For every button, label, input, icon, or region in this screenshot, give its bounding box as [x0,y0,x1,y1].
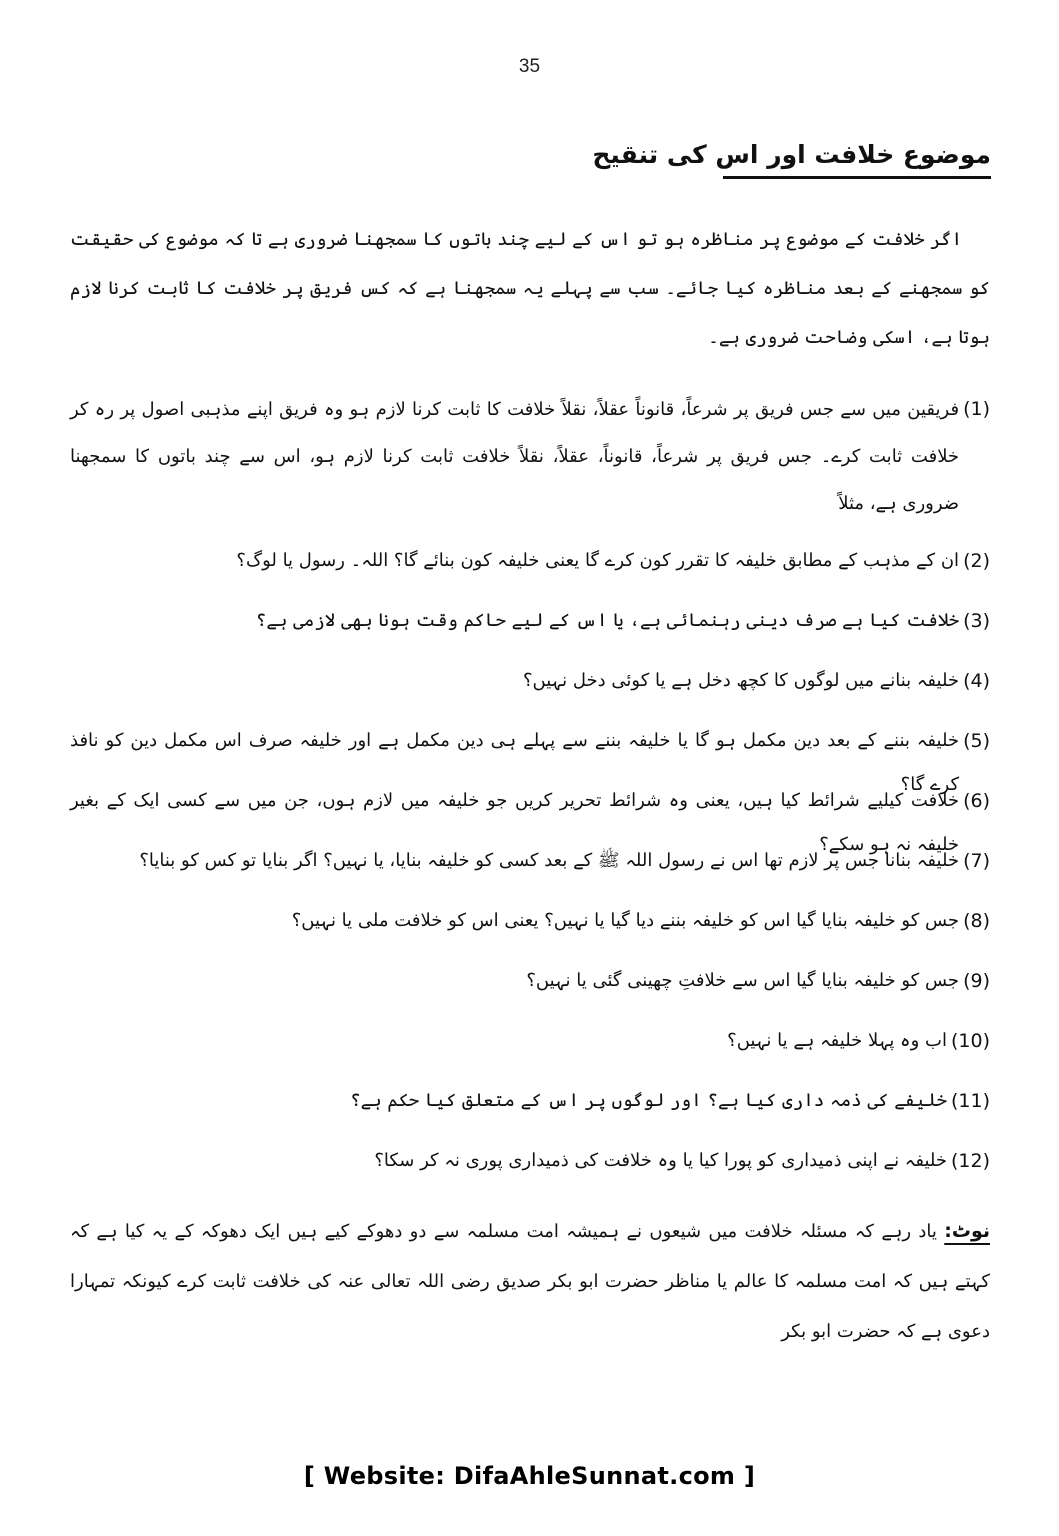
question-text: جس کو خلیفہ بنایا گیا اس سے خلافتِ چھینی گئی یا نہیں؟ [526,970,960,991]
question-number: (3) [963,610,990,632]
question-text: خلیفہ بنانا جس پر لازم تھا اس نے رسول اللہ ﷺ کے بعد کسی کو خلیفہ بنایا، یا نہیں؟ اگر بنایا تو کس کو بنایا؟ [139,850,960,871]
question-item [70,1139,990,1188]
question-item [70,599,990,648]
question-number: (1) [963,398,990,420]
question-number: (11) [950,1090,990,1112]
question-text: جس کو خلیفہ بنایا گیا اس کو خلیفہ بننے دیا گیا یا نہیں؟ یعنی اس کو خلافت ملی یا نہیں؟ [291,910,960,931]
page-title: موضوع خلافت اور اس کی تنقیح [592,140,991,169]
document-body [70,205,990,1375]
question-text: خلافت کیلیے شرائط کیا ہیں، یعنی وہ شرائط تحریر کریں جو خلیفہ میں لازم ہوں، جن میں سے کسی ایک کے بغیر خلیفہ نہ ہو سکے؟ [70,790,960,855]
question-item [70,959,990,1008]
note-text: یاد رہے کہ مسئلہ خلافت میں شیعوں نے ہمیشہ امت مسلمہ سے دو دھوکے کیے ہیں ایک دھوکہ کے یہ کیا ہے کہ کہتے ہیں کہ امت مسلمہ کا عالم یا مناظر حضرت ابو بکر صدیق رضی اللہ تعالی عنہ کی خلافت ثابت کرے کیونکہ تمہارا دعوی ہے کہ حضرت ابو بکر [70,1221,990,1342]
question-text: خلافت کیا ہے صرف دینی رہنمائی ہے، یا اس کے لیے حاکم وقت ہونا بھی لازمی ہے؟ [255,610,960,631]
question-number: (4) [963,670,990,692]
question-number: (5) [963,730,990,752]
question-number: (8) [963,910,990,932]
title-underline [723,176,991,179]
question-text: خلیفہ بننے کے بعد دین مکمل ہو گا یا خلیفہ بننے سے پہلے ہی دین مکمل ہے اور خلیفہ صرف اس مکمل دین کو نافذ کرے گا؟ [70,730,960,795]
question-text: اب وہ پہلا خلیفہ ہے یا نہیں؟ [727,1030,947,1051]
question-number: (2) [963,550,990,572]
question-item [70,386,990,527]
question-item [70,539,990,588]
question-number: (10) [950,1030,990,1052]
question-text: فریقین میں سے جس فریق پر شرعاً، قانوناً عقلاً، نقلاً خلافت کا ثابت کرنا لازم ہو وہ فریق اپنے مذہبی اصول پر رہ کر خلافت ثابت کرے۔ جس فریق پر شرعاً، قانوناً، عقلاً، نقلاً خلافت ثابت کرنا لازم ہو، اس سے چند باتوں کا سمجھنا ضروری ہے، مثلاً [70,399,960,514]
question-item [70,1019,990,1068]
question-text: خلیفہ بنانے میں لوگوں کا کچھ دخل ہے یا کوئی دخل نہیں؟ [522,670,960,691]
page-number: 35 [518,56,541,77]
question-item [70,719,990,795]
note-paragraph [70,1206,990,1357]
question-item [70,1079,990,1128]
question-item [70,899,990,948]
question-text: ان کے مذہب کے مطابق خلیفہ کا تقرر کون کرے گا یعنی خلیفہ کون بنائے گا؟ اللہ۔ رسول یا لوگ؟ [236,550,960,571]
question-number: (6) [963,790,990,812]
note-label: نوٹ: [944,1220,990,1242]
intro-paragraph: اگر خلافت کے موضوع پر مناظرہ ہو تو اس کے لیے چند باتوں کا سمجھنا ضروری ہے تا کہ موضوع کی حقیقت کو سمجھنے کے بعد مناظرہ کیا جائے۔ سب سے پہلے یہ سمجھنا ہے کہ کس فریق پر خلافت کا ثابت کرنا لازم ہوتا ہے، اسکی وضاحت ضروری ہے۔ [70,229,990,348]
question-item [70,659,990,708]
question-text: خلیفہ نے اپنی ذمیداری کو پورا کیا یا وہ خلافت کی ذمیداری پوری نہ کر سکا؟ [374,1150,947,1171]
question-number: (7) [963,850,990,872]
question-item [70,839,990,888]
section-heading [592,138,991,179]
question-item [70,779,990,855]
question-number: (9) [963,970,990,992]
website-footer: [ Website: DifaAhleSunnat.com ] [303,1462,756,1490]
question-text: خلیفے کی ذمہ داری کیا ہے؟ اور لوگوں پر اس کے متعلق کیا حکم ہے؟ [350,1090,947,1111]
question-number: (12) [950,1150,990,1172]
